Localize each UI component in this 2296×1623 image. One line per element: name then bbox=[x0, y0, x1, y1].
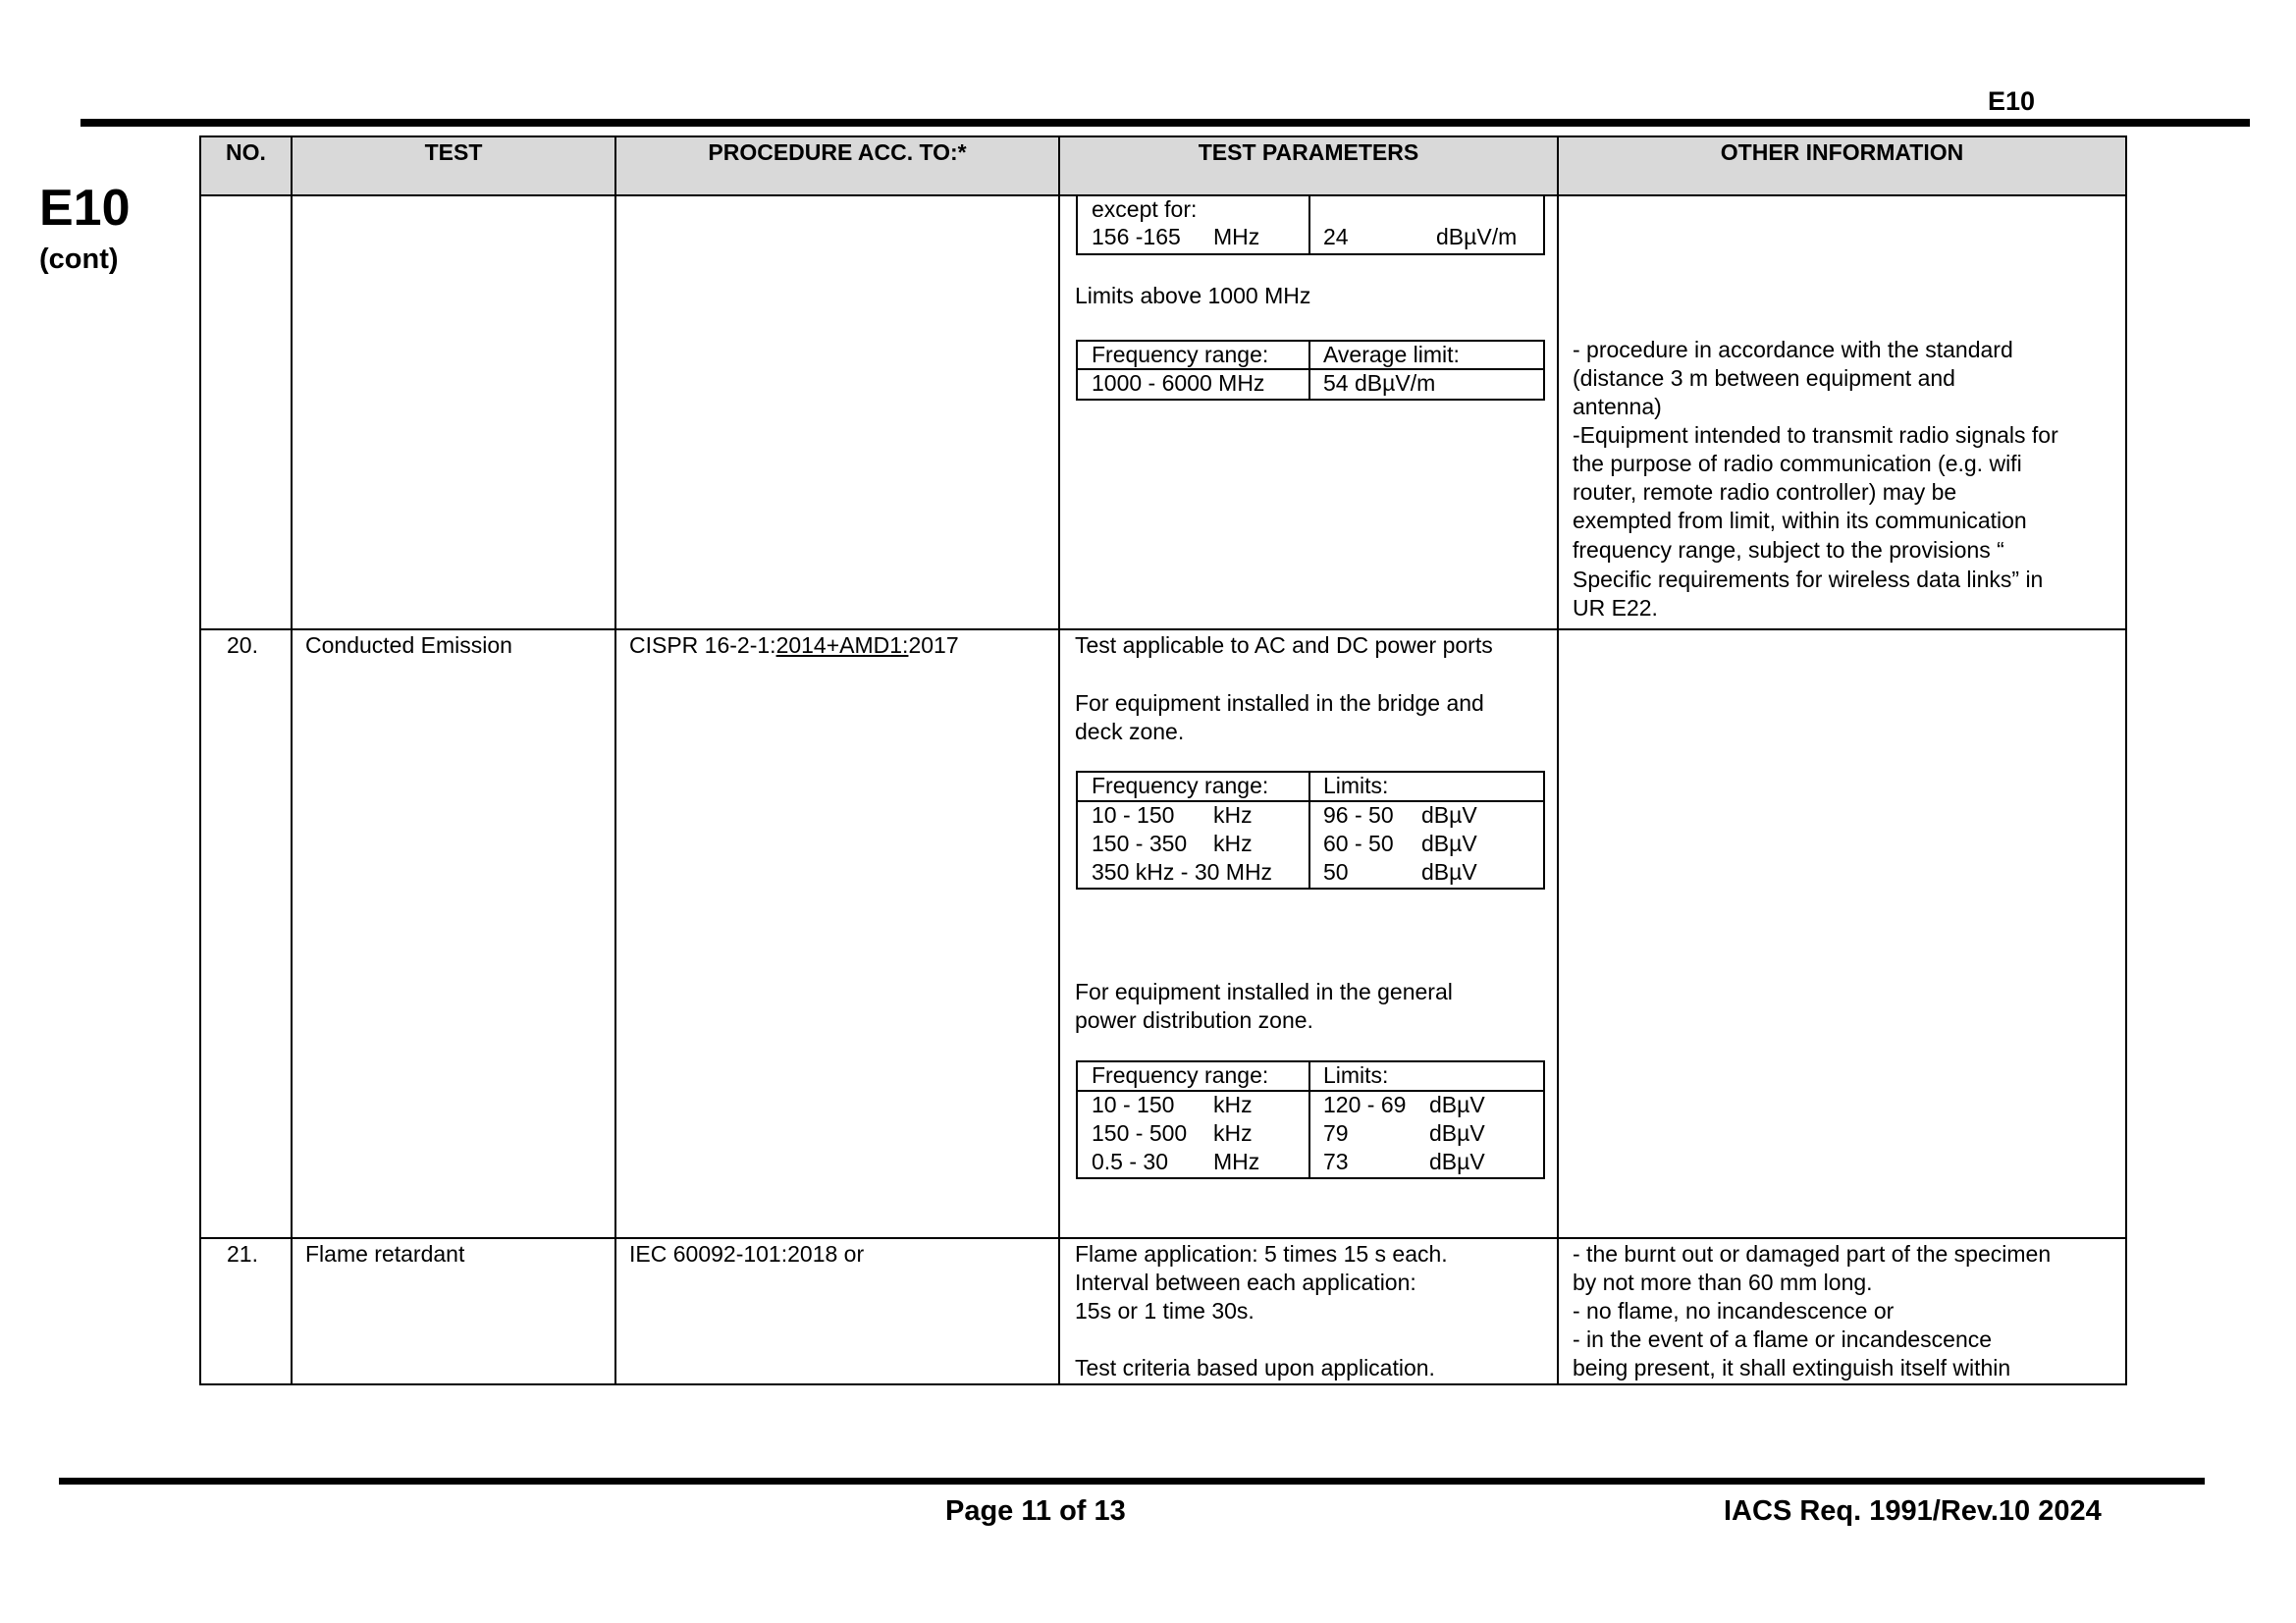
row21-param: Flame application: 5 times 15 s each. bbox=[1075, 1241, 1448, 1267]
bridge-range: 350 kHz - 30 MHz bbox=[1092, 859, 1273, 885]
bridge-limit: 96 - 50 bbox=[1323, 802, 1394, 828]
general-limit: 120 - 69 bbox=[1323, 1092, 1407, 1117]
side-code: E10 bbox=[39, 180, 131, 237]
row21-param: Interval between each application: bbox=[1075, 1270, 1416, 1295]
row21-other: - in the event of a flame or incandescence bbox=[1573, 1326, 1993, 1352]
row20-general-line2: power distribution zone. bbox=[1075, 1007, 1313, 1033]
row20-procedure bbox=[629, 631, 959, 660]
column-header-test: TEST bbox=[424, 139, 483, 165]
row20-test: Conducted Emission bbox=[305, 632, 512, 658]
bridge-range: 150 - 350 bbox=[1092, 831, 1188, 856]
general-range: 0.5 - 30 bbox=[1092, 1149, 1168, 1174]
row21-other: being present, it shall extinguish itself within bbox=[1573, 1355, 2011, 1380]
general-range: 10 - 150 bbox=[1092, 1092, 1175, 1117]
except-for-table bbox=[1076, 195, 1545, 255]
above-row-range: 1000 - 6000 MHz bbox=[1092, 370, 1265, 396]
bridge-limits-table bbox=[1076, 771, 1545, 890]
bridge-header-limits: Limits: bbox=[1323, 773, 1389, 798]
footer-rule bbox=[59, 1478, 2205, 1485]
column-header-parameters: TEST PARAMETERS bbox=[1198, 139, 1419, 165]
other-line: frequency range, subject to the provisions “ bbox=[1573, 537, 2004, 563]
general-range: 150 - 500 bbox=[1092, 1120, 1188, 1146]
column-header-other: OTHER INFORMATION bbox=[1720, 139, 1964, 165]
above-row-limit: 54 dBµV/m bbox=[1323, 370, 1436, 396]
general-limit-unit: dBµV bbox=[1429, 1120, 1485, 1146]
row21-other: - the burnt out or damaged part of the specimen bbox=[1573, 1241, 2052, 1267]
except-value: 24 bbox=[1323, 224, 1349, 249]
row21-procedure: IEC 60092-101:2018 or bbox=[629, 1241, 865, 1267]
row20-no: 20. bbox=[227, 632, 258, 658]
other-line: Specific requirements for wireless data links” in bbox=[1573, 567, 2044, 592]
column-header-procedure: PROCEDURE ACC. TO:* bbox=[708, 139, 967, 165]
row-divider bbox=[199, 628, 2127, 630]
table-border-bottom bbox=[199, 1383, 2127, 1385]
procedure-suffix: 2017 bbox=[908, 632, 959, 658]
other-line: exempted from limit, within its communication bbox=[1573, 508, 2027, 533]
above-header-range: Frequency range: bbox=[1092, 342, 1269, 367]
except-value-unit: dBµV/m bbox=[1436, 224, 1518, 249]
side-cont: (cont) bbox=[39, 243, 119, 275]
column-header-no: NO. bbox=[226, 139, 266, 165]
general-limits-table bbox=[1076, 1060, 1545, 1179]
other-line: the purpose of radio communication (e.g. wifi bbox=[1573, 451, 2022, 476]
general-unit: kHz bbox=[1213, 1092, 1253, 1117]
row21-param: 15s or 1 time 30s. bbox=[1075, 1298, 1255, 1324]
bridge-unit: kHz bbox=[1213, 802, 1253, 828]
other-line: antenna) bbox=[1573, 394, 1662, 419]
bridge-limit-unit: dBµV bbox=[1421, 859, 1477, 885]
general-unit: MHz bbox=[1213, 1149, 1260, 1174]
bridge-header-range: Frequency range: bbox=[1092, 773, 1269, 798]
other-line: router, remote radio controller) may be bbox=[1573, 479, 1957, 505]
header-rule bbox=[80, 119, 2250, 127]
other-line: UR E22. bbox=[1573, 595, 1658, 621]
row20-applicable: Test applicable to AC and DC power ports bbox=[1075, 632, 1493, 658]
general-limit-unit: dBµV bbox=[1429, 1149, 1485, 1174]
col-divider bbox=[1058, 135, 1060, 1385]
other-line: -Equipment intended to transmit radio signals for bbox=[1573, 422, 2058, 448]
general-limit: 73 bbox=[1323, 1149, 1349, 1174]
general-limit: 79 bbox=[1323, 1120, 1349, 1146]
row21-no: 21. bbox=[227, 1241, 258, 1267]
header-code: E10 bbox=[1988, 86, 2036, 116]
document-reference: IACS Req. 1991/Rev.10 2024 bbox=[1724, 1495, 2102, 1527]
except-range: 156 -165 bbox=[1092, 224, 1181, 249]
except-for-label: except for: bbox=[1092, 196, 1198, 222]
procedure-prefix: CISPR 16-2-1: bbox=[629, 632, 776, 658]
row21-param: Test criteria based upon application. bbox=[1075, 1355, 1435, 1380]
bridge-limit: 60 - 50 bbox=[1323, 831, 1394, 856]
except-unit: MHz bbox=[1213, 224, 1260, 249]
general-header-limits: Limits: bbox=[1323, 1062, 1389, 1088]
row21-test: Flame retardant bbox=[305, 1241, 465, 1267]
general-limit-unit: dBµV bbox=[1429, 1092, 1485, 1117]
col-divider bbox=[1557, 135, 1559, 1385]
row20-bridge-line2: deck zone. bbox=[1075, 719, 1185, 744]
page-number: Page 11 of 13 bbox=[945, 1495, 1126, 1527]
col-divider bbox=[199, 135, 201, 1385]
general-header-range: Frequency range: bbox=[1092, 1062, 1269, 1088]
row20-general-line1: For equipment installed in the general bbox=[1075, 979, 1453, 1004]
bridge-unit: kHz bbox=[1213, 831, 1253, 856]
bridge-limit-unit: dBµV bbox=[1421, 831, 1477, 856]
bridge-range: 10 - 150 bbox=[1092, 802, 1175, 828]
col-divider bbox=[291, 135, 293, 1385]
col-divider bbox=[2125, 135, 2127, 1385]
row-divider bbox=[199, 1237, 2127, 1239]
other-line: (distance 3 m between equipment and bbox=[1573, 365, 1955, 391]
bridge-limit-unit: dBµV bbox=[1421, 802, 1477, 828]
general-unit: kHz bbox=[1213, 1120, 1253, 1146]
row21-other: by not more than 60 mm long. bbox=[1573, 1270, 1873, 1295]
row20-bridge-line1: For equipment installed in the bridge and bbox=[1075, 690, 1484, 716]
bridge-limit: 50 bbox=[1323, 859, 1349, 885]
above-1000-table bbox=[1076, 340, 1545, 401]
requirements-table bbox=[199, 135, 2127, 1385]
other-line: - procedure in accordance with the standard bbox=[1573, 337, 2013, 362]
col-divider bbox=[614, 135, 616, 1385]
row21-other: - no flame, no incandescence or bbox=[1573, 1298, 1895, 1324]
above-header-limit: Average limit: bbox=[1323, 342, 1460, 367]
limits-above-label: Limits above 1000 MHz bbox=[1075, 283, 1311, 308]
procedure-underlined: 2014+AMD1: bbox=[775, 632, 909, 658]
